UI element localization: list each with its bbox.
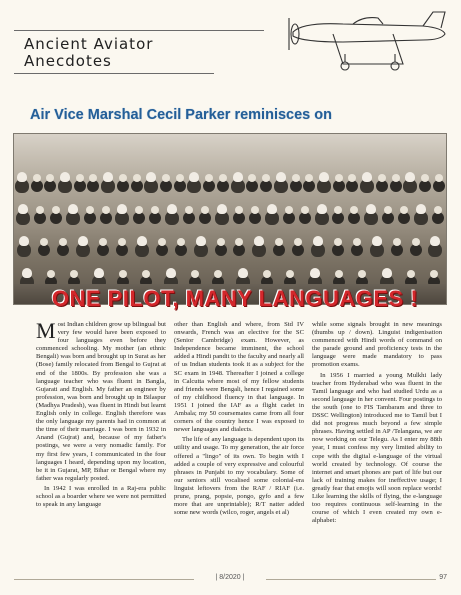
- person-silhouette: [430, 270, 438, 278]
- paragraph: In 1942 I was enrolled in a Raj-era public school as a boarder where we were not permitted to speak in any language: [36, 484, 166, 509]
- person-silhouette: [400, 206, 408, 214]
- person-silhouette: [238, 268, 248, 278]
- person-silhouette: [191, 270, 199, 278]
- person-silhouette: [254, 236, 264, 246]
- section-title: [24, 36, 264, 70]
- person-silhouette: [434, 206, 442, 214]
- footer-rule-left: [14, 579, 194, 580]
- body-column-3: [312, 321, 442, 566]
- footer-rule-right: [266, 579, 436, 580]
- person-silhouette: [166, 268, 176, 278]
- paragraph: In 1956 I married a young Mulkhi lady teacher from Hyderabad who was fluent in the Tamil language and who had studied Urdu as a second language in her convent. Four postings to the south (one to FIS Tambaram and three to DSSC Wellington) introduced me to Tamil but I did not progress much beyond a few simple phrases. Having settled in AP /Telangana, we are now working on our Telegu. As I enter my 88th year, I must confess my very limited ability to cope with the digital e-language of the virtual world created by technology. Of course the internet and smart phones are part of life but our lack of training makes for ineffective usage; I greatly fear that emojis will soon replace words! Like learning the skills of flying, the e-language too requires continuous self-learning in the course of which I even created my own e-alphabet:: [312, 371, 442, 525]
- person-silhouette: [262, 174, 270, 182]
- person-silhouette: [86, 206, 94, 214]
- person-silhouette: [350, 206, 358, 214]
- person-silhouette: [46, 174, 54, 182]
- person-silhouette: [52, 206, 60, 214]
- person-silhouette: [378, 174, 386, 182]
- person-silhouette: [99, 238, 107, 246]
- person-silhouette: [217, 238, 225, 246]
- person-silhouette: [151, 206, 159, 214]
- paragraph: [36, 318, 166, 483]
- person-silhouette: [89, 174, 97, 182]
- article-subtitle: Air Vice Marshal Cecil Parker reminisces on: [30, 107, 332, 123]
- person-silhouette: [22, 268, 32, 278]
- person-silhouette: [382, 268, 392, 278]
- person-silhouette: [146, 172, 156, 182]
- person-silhouette: [158, 238, 166, 246]
- person-silhouette: [421, 174, 429, 182]
- person-silhouette: [435, 174, 443, 182]
- person-silhouette: [267, 204, 277, 214]
- person-silhouette: [305, 174, 313, 182]
- issue-number: | 8/2020 |: [215, 574, 245, 581]
- article-headline: ONE PILOT, MANY LANGUAGES !: [51, 286, 419, 311]
- issue-text: 8/2020: [219, 574, 241, 581]
- person-silhouette: [137, 236, 147, 246]
- body-column-1: [36, 318, 166, 566]
- person-silhouette: [76, 174, 84, 182]
- person-silhouette: [185, 206, 193, 214]
- person-silhouette: [235, 206, 243, 214]
- person-silhouette: [103, 172, 113, 182]
- person-silhouette: [317, 204, 327, 214]
- person-silhouette: [94, 268, 104, 278]
- photo-row-3: [14, 186, 446, 214]
- paragraph: while some signals brought in new meanings (thumbs up / down). Linguist indigenisation commenced with Hindi words of command on the parade ground and proficiency tests in the language were made mandatory to pass promotion exams.: [312, 321, 442, 369]
- person-silhouette: [292, 174, 300, 182]
- person-silhouette: [251, 206, 259, 214]
- person-silhouette: [70, 270, 78, 278]
- person-silhouette: [334, 206, 342, 214]
- person-silhouette: [142, 270, 150, 278]
- body-column-2: [174, 321, 304, 566]
- person-silhouette: [214, 270, 222, 278]
- photo-row-front: [14, 250, 446, 278]
- page-footer: [0, 574, 461, 586]
- person-silhouette: [319, 172, 329, 182]
- person-silhouette: [301, 206, 309, 214]
- person-silhouette: [372, 236, 382, 246]
- vintage-aircraft-illustration: [283, 4, 453, 74]
- person-silhouette: [33, 174, 41, 182]
- page-number: 97: [439, 574, 447, 581]
- person-silhouette: [393, 238, 401, 246]
- person-silhouette: [384, 206, 392, 214]
- person-silhouette: [263, 270, 271, 278]
- group-photograph: [13, 133, 447, 305]
- person-silhouette: [217, 204, 227, 214]
- paragraph-text: ost Indian children grow up bilingual but very few would have been exposed to four languages even before they commenced schooling. My mother (an ethnic Bengali) was born and brought up in Surat as her (Bose) family relocated from Bengal to Gujrat at end of the 1800s. By profession she was a language teacher who was fluent in Bangla, Gujarati and English. My father an engineer by profession, was born and brought up in Bilaspur (Madhya Pradesh), was fluent in Hindi but learnt English only in college. English therefore was the only language my parents had in common at the time of their marriage. I was born in 1932 in Anand (Gujrat) and, because of my father's postings, we were a very nomadic family. For my first few years, I communicated in the four languages I heard, depending upon my location, be it in Gujarat, MP, Bihar or Bengal where my father was regularly posted.: [36, 321, 166, 482]
- person-silhouette: [275, 238, 283, 246]
- section-title-line1: Ancient Aviator: [24, 35, 154, 53]
- person-silhouette: [358, 270, 366, 278]
- paragraph: other than English and where, from Std IV onwards, French was an elective for the SC (Senior Cambridge) exam. However, as Independence became imminent, the school added a Hindi pandit to the faculty and nearly all of us Indian students took it as a subject for the SC exam in 1948. Thereafter I joined a college in Calcutta where most of my fellow students and friends were Bengali, hence I regained some of my childhood fluency in that language. In 1951 I joined the IAF as a flight cadet in Ambala; my 50 coursemates came from all four corners of the country hence I was exposed to newer languages and dialects.: [174, 321, 304, 434]
- drop-cap: M: [36, 318, 56, 343]
- person-silhouette: [60, 172, 70, 182]
- person-silhouette: [18, 204, 28, 214]
- photo-row-back: [14, 154, 446, 182]
- person-silhouette: [68, 204, 78, 214]
- person-silhouette: [196, 236, 206, 246]
- person-silhouette: [135, 206, 143, 214]
- person-silhouette: [117, 204, 127, 214]
- article-body: [36, 318, 446, 566]
- person-silhouette: [219, 174, 227, 182]
- person-silhouette: [177, 238, 185, 246]
- person-silhouette: [162, 174, 170, 182]
- section-title-line2: Anecdotes: [24, 52, 112, 70]
- person-silhouette: [119, 174, 127, 182]
- person-silhouette: [201, 206, 209, 214]
- person-silhouette: [102, 206, 110, 214]
- person-silhouette: [119, 270, 127, 278]
- person-silhouette: [353, 238, 361, 246]
- person-silhouette: [40, 238, 48, 246]
- person-silhouette: [167, 204, 177, 214]
- banner-bottom-rule: [14, 73, 214, 74]
- person-silhouette: [59, 238, 67, 246]
- person-silhouette: [189, 172, 199, 182]
- person-silhouette: [335, 174, 343, 182]
- person-silhouette: [334, 238, 342, 246]
- section-banner: [14, 30, 264, 74]
- person-silhouette: [313, 236, 323, 246]
- person-silhouette: [205, 174, 213, 182]
- paragraph: The life of any language is dependent upon its utility and usage. To my generation, the air force offered a "lingo" of its own. To begin with I added a couple of very expressive and colourful phrases in Punjabi to my vocabulary. Some of our seniors still vocalised some colonial-era linguist leftovers from the RAF / RIAF (i.e. prune, prang, popsie, pongo, gyfo and a few more that are unprintable); R/T natter added some new words (wilco, roger, angels et al): [174, 436, 304, 517]
- photo-row-2: [14, 218, 446, 246]
- person-silhouette: [285, 206, 293, 214]
- person-silhouette: [133, 174, 141, 182]
- person-silhouette: [412, 238, 420, 246]
- person-silhouette: [294, 238, 302, 246]
- person-silhouette: [233, 172, 243, 182]
- person-silhouette: [348, 174, 356, 182]
- person-silhouette: [78, 236, 88, 246]
- person-silhouette: [310, 268, 320, 278]
- person-silhouette: [407, 270, 415, 278]
- person-silhouette: [176, 174, 184, 182]
- person-silhouette: [366, 204, 376, 214]
- person-silhouette: [235, 238, 243, 246]
- person-silhouette: [392, 174, 400, 182]
- person-silhouette: [248, 174, 256, 182]
- person-silhouette: [405, 172, 415, 182]
- banner-top-rule: [14, 30, 264, 31]
- person-silhouette: [430, 236, 440, 246]
- person-silhouette: [36, 206, 44, 214]
- person-silhouette: [276, 172, 286, 182]
- person-silhouette: [118, 238, 126, 246]
- person-silhouette: [416, 204, 426, 214]
- person-silhouette: [47, 270, 55, 278]
- person-silhouette: [362, 172, 372, 182]
- person-silhouette: [286, 270, 294, 278]
- person-silhouette: [17, 172, 27, 182]
- person-silhouette: [335, 270, 343, 278]
- person-silhouette: [19, 236, 29, 246]
